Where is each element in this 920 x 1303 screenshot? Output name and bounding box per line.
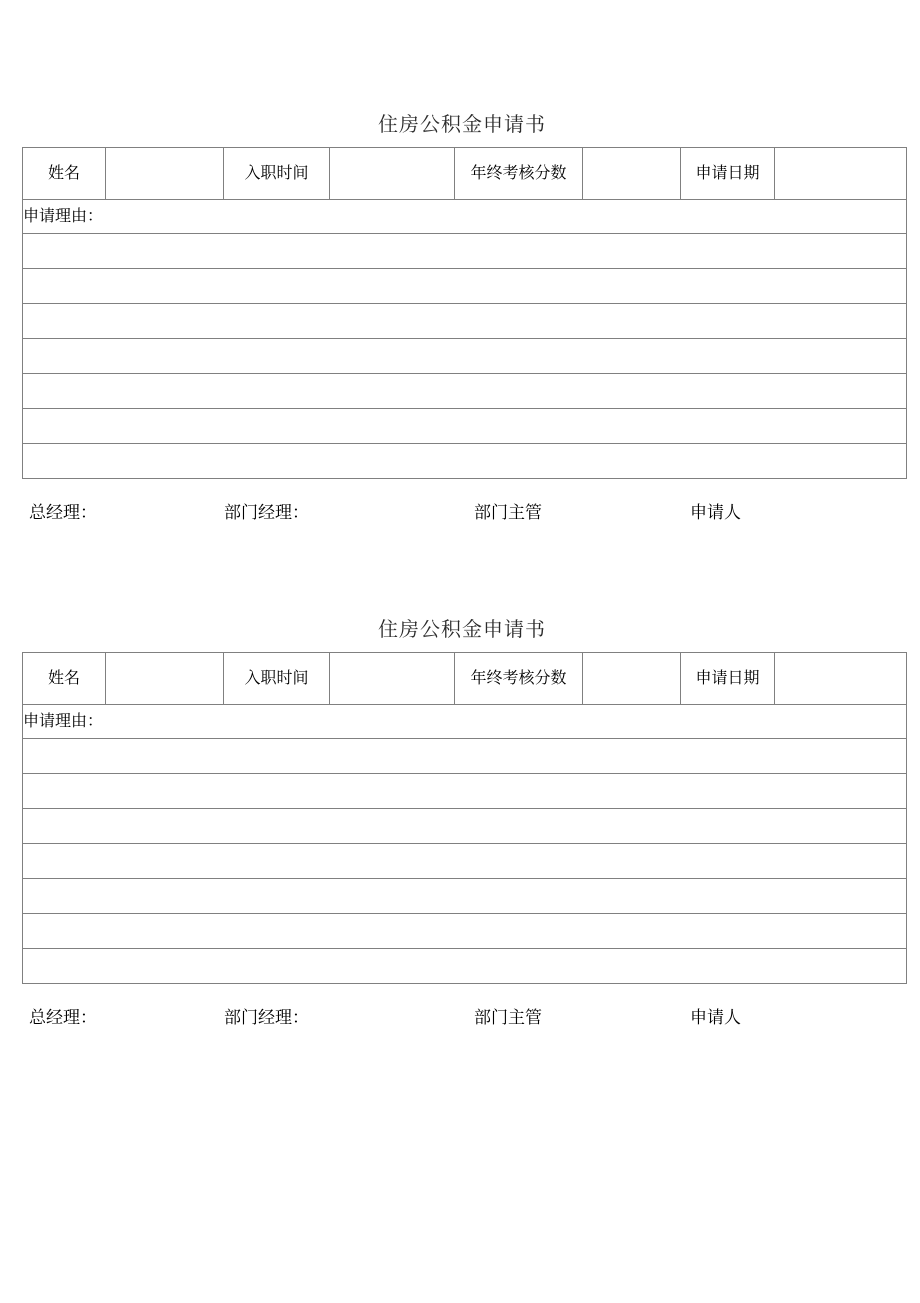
field-value-name[interactable] — [106, 653, 224, 705]
table-row — [23, 339, 907, 374]
field-label-onboarding-date: 入职时间 — [224, 148, 330, 200]
table-row — [23, 269, 907, 304]
field-label-onboarding-date: 入职时间 — [224, 653, 330, 705]
reason-blank-line[interactable] — [23, 234, 907, 269]
table-row — [23, 234, 907, 269]
table-row — [23, 409, 907, 444]
table-row — [23, 844, 907, 879]
reason-blank-line[interactable] — [23, 914, 907, 949]
reason-blank-line[interactable] — [23, 304, 907, 339]
field-value-annual-score[interactable] — [583, 653, 681, 705]
signature-row-1 — [0, 499, 920, 527]
reason-blank-line[interactable] — [23, 269, 907, 304]
field-value-application-date[interactable] — [775, 148, 907, 200]
table-row — [23, 879, 907, 914]
signature-department-supervisor[interactable]: 部门主管 — [474, 503, 542, 522]
reason-label: 申请理由： — [23, 200, 907, 234]
field-label-application-date: 申请日期 — [681, 653, 775, 705]
table-row — [23, 949, 907, 984]
signature-applicant[interactable]: 申请人 — [690, 1008, 741, 1027]
table-row — [23, 653, 907, 705]
page-title: 住房公积金申请书 — [378, 114, 546, 136]
table-row — [23, 774, 907, 809]
reason-blank-line[interactable] — [23, 844, 907, 879]
table-row — [23, 914, 907, 949]
reason-blank-line[interactable] — [23, 339, 907, 374]
table-row — [23, 200, 907, 234]
table-row — [23, 705, 907, 739]
signature-department-manager[interactable]: 部门经理： — [224, 503, 309, 522]
reason-blank-line[interactable] — [23, 409, 907, 444]
signature-general-manager[interactable]: 总经理： — [29, 1008, 97, 1027]
table-row — [23, 444, 907, 479]
reason-blank-line[interactable] — [23, 949, 907, 984]
field-label-annual-score: 年终考核分数 — [455, 653, 583, 705]
field-value-application-date[interactable] — [775, 653, 907, 705]
reason-blank-line[interactable] — [23, 444, 907, 479]
field-value-annual-score[interactable] — [583, 148, 681, 200]
table-row — [23, 809, 907, 844]
reason-label: 申请理由： — [23, 705, 907, 739]
field-label-name: 姓名 — [23, 148, 106, 200]
table-row — [23, 304, 907, 339]
table-row — [23, 374, 907, 409]
table-row — [23, 739, 907, 774]
reason-blank-line[interactable] — [23, 374, 907, 409]
applicant-info-table-2 — [22, 652, 907, 984]
signature-applicant[interactable]: 申请人 — [690, 503, 741, 522]
application-form-2 — [0, 617, 920, 1032]
field-value-onboarding-date[interactable] — [330, 653, 455, 705]
field-value-name[interactable] — [106, 148, 224, 200]
table-row — [23, 148, 907, 200]
field-value-onboarding-date[interactable] — [330, 148, 455, 200]
reason-blank-line[interactable] — [23, 774, 907, 809]
signature-department-supervisor[interactable]: 部门主管 — [474, 1008, 542, 1027]
signature-general-manager[interactable]: 总经理： — [29, 503, 97, 522]
reason-blank-line[interactable] — [23, 739, 907, 774]
application-form-1 — [0, 112, 920, 527]
applicant-info-table-1 — [22, 147, 907, 479]
page-title: 住房公积金申请书 — [378, 619, 546, 641]
reason-blank-line[interactable] — [23, 809, 907, 844]
field-label-annual-score: 年终考核分数 — [455, 148, 583, 200]
field-label-application-date: 申请日期 — [681, 148, 775, 200]
reason-blank-line[interactable] — [23, 879, 907, 914]
signature-row-2 — [0, 1004, 920, 1032]
signature-department-manager[interactable]: 部门经理： — [224, 1008, 309, 1027]
field-label-name: 姓名 — [23, 653, 106, 705]
